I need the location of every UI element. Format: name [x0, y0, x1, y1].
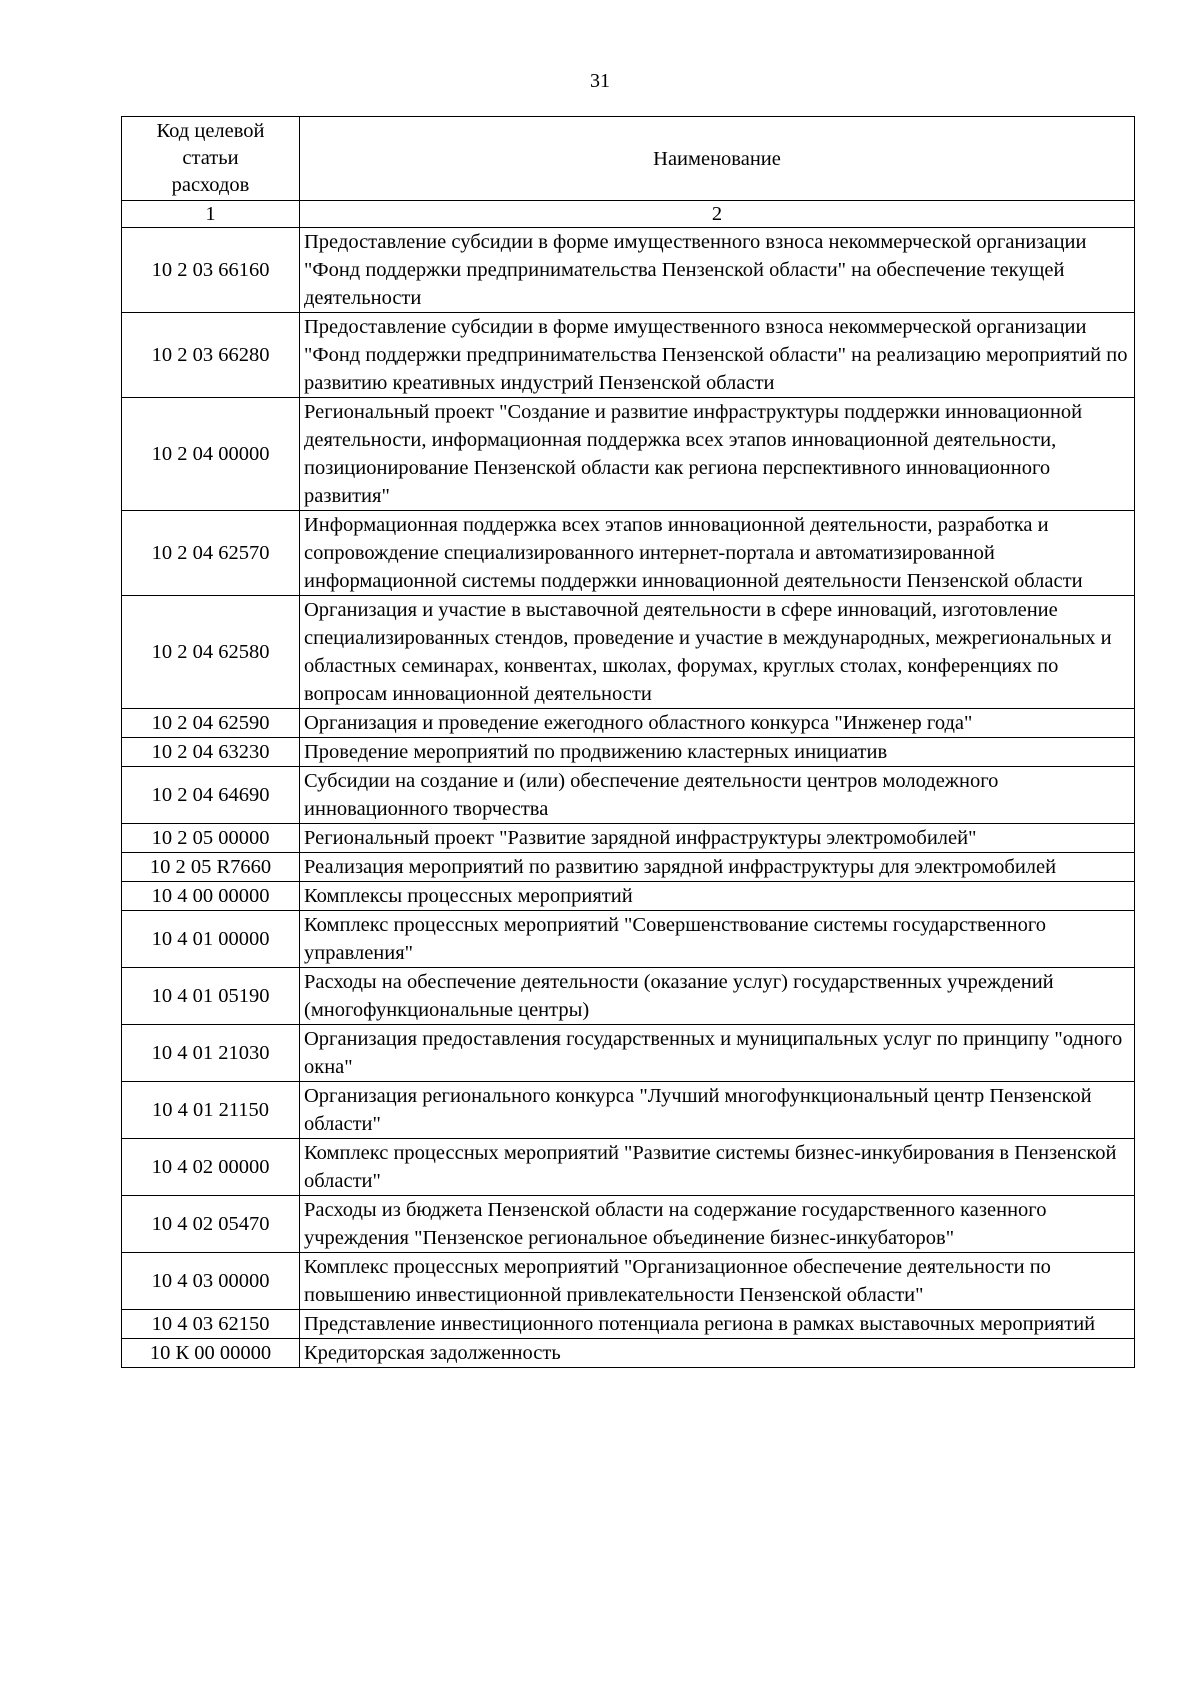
- row-name: Региональный проект "Создание и развитие инфраструктуры поддержки инновационной деятельности, информационная поддержка всех этапов инновационной деятельности, позиционирование Пензенской области как региона перспективного инновационного развития": [300, 398, 1135, 511]
- row-name: Реализация мероприятий по развитию зарядной инфраструктуры для электромобилей: [300, 853, 1135, 882]
- row-code: 10 4 03 62150: [122, 1310, 300, 1339]
- table-row: [122, 911, 1135, 968]
- row-code: 10 4 00 00000: [122, 882, 300, 911]
- table-row: [122, 1253, 1135, 1310]
- row-name: Информационная поддержка всех этапов инновационной деятельности, разработка и сопровождение специализированного интернет-портала и автоматизированной информационной системы поддержки инновационной деятельности Пензенской области: [300, 511, 1135, 596]
- table-body: [122, 228, 1135, 1368]
- page-number: 31: [590, 70, 610, 92]
- header-code-line: статьи: [182, 147, 239, 169]
- column-number: 1: [122, 201, 300, 228]
- table-row: [122, 596, 1135, 709]
- row-name: Кредиторская задолженность: [300, 1339, 1135, 1368]
- column-number-row: [122, 201, 1135, 228]
- row-code: 10 2 03 66280: [122, 313, 300, 398]
- row-name: Организация предоставления государственных и муниципальных услуг по принципу "одного окна": [300, 1025, 1135, 1082]
- row-code: 10 4 02 00000: [122, 1139, 300, 1196]
- table-row: [122, 1025, 1135, 1082]
- table-row: [122, 968, 1135, 1025]
- row-code: 10 2 04 64690: [122, 767, 300, 824]
- table-row: [122, 709, 1135, 738]
- row-name: Организация регионального конкурса "Лучший многофункциональный центр Пензенской области": [300, 1082, 1135, 1139]
- table-row: [122, 882, 1135, 911]
- row-name: Комплексы процессных мероприятий: [300, 882, 1135, 911]
- row-name: Субсидии на создание и (или) обеспечение деятельности центров молодежного инновационного творчества: [300, 767, 1135, 824]
- table-row: [122, 1196, 1135, 1253]
- table-row: [122, 313, 1135, 398]
- table-row: [122, 853, 1135, 882]
- header-name: Наименование: [300, 117, 1135, 201]
- table-row: [122, 1139, 1135, 1196]
- row-code: 10 2 04 63230: [122, 738, 300, 767]
- header-code-line: Код целевой: [156, 120, 265, 142]
- row-name: Организация и проведение ежегодного областного конкурса "Инженер года": [300, 709, 1135, 738]
- row-name: Расходы из бюджета Пензенской области на содержание государственного казенного учреждения "Пензенское региональное объединение бизнес-инкубаторов": [300, 1196, 1135, 1253]
- row-code: 10 4 01 05190: [122, 968, 300, 1025]
- row-name: Проведение мероприятий по продвижению кластерных инициатив: [300, 738, 1135, 767]
- row-code: 10 4 03 00000: [122, 1253, 300, 1310]
- row-code: 10 2 03 66160: [122, 228, 300, 313]
- table-row: [122, 1339, 1135, 1368]
- table-row: [122, 1082, 1135, 1139]
- header-row: [122, 117, 1135, 201]
- table-row: [122, 1310, 1135, 1339]
- header-code: [122, 117, 300, 201]
- column-number: 2: [300, 201, 1135, 228]
- table-row: [122, 767, 1135, 824]
- row-name: Расходы на обеспечение деятельности (оказание услуг) государственных учреждений (многофункциональные центры): [300, 968, 1135, 1025]
- header-code-line: расходов: [171, 174, 250, 196]
- row-name: Комплекс процессных мероприятий "Развитие системы бизнес-инкубирования в Пензенской области": [300, 1139, 1135, 1196]
- row-code: 10 2 04 00000: [122, 398, 300, 511]
- row-name: Предоставление субсидии в форме имущественного взноса некоммерческой организации "Фонд поддержки предпринимательства Пензенской области" на обеспечение текущей деятельности: [300, 228, 1135, 313]
- table-row: [122, 228, 1135, 313]
- row-name: Региональный проект "Развитие зарядной инфраструктуры электромобилей": [300, 824, 1135, 853]
- row-code: 10 4 01 21150: [122, 1082, 300, 1139]
- row-code: 10 К 00 00000: [122, 1339, 300, 1368]
- row-name: Представление инвестиционного потенциала региона в рамках выставочных мероприятий: [300, 1310, 1135, 1339]
- row-name: Организация и участие в выставочной деятельности в сфере инноваций, изготовление специализированных стендов, проведение и участие в международных, межрегиональных и областных семинарах, конвентах, школах, форумах, круглых столах, конференциях по вопросам инновационной деятельности: [300, 596, 1135, 709]
- row-code: 10 2 04 62580: [122, 596, 300, 709]
- row-name: Комплекс процессных мероприятий "Организационное обеспечение деятельности по повышению инвестиционной привлекательности Пензенской области": [300, 1253, 1135, 1310]
- row-code: 10 4 01 00000: [122, 911, 300, 968]
- row-name: Предоставление субсидии в форме имущественного взноса некоммерческой организации "Фонд поддержки предпринимательства Пензенской области" на реализацию мероприятий по развитию креативных индустрий Пензенской области: [300, 313, 1135, 398]
- row-code: 10 2 04 62590: [122, 709, 300, 738]
- table-row: [122, 738, 1135, 767]
- table-row: [122, 398, 1135, 511]
- table-row: [122, 824, 1135, 853]
- row-code: 10 4 01 21030: [122, 1025, 300, 1082]
- table-row: [122, 511, 1135, 596]
- row-code: 10 2 05 00000: [122, 824, 300, 853]
- row-code: 10 2 05 R7660: [122, 853, 300, 882]
- budget-table: [121, 116, 1135, 1368]
- row-code: 10 2 04 62570: [122, 511, 300, 596]
- row-code: 10 4 02 05470: [122, 1196, 300, 1253]
- row-name: Комплекс процессных мероприятий "Совершенствование системы государственного управления": [300, 911, 1135, 968]
